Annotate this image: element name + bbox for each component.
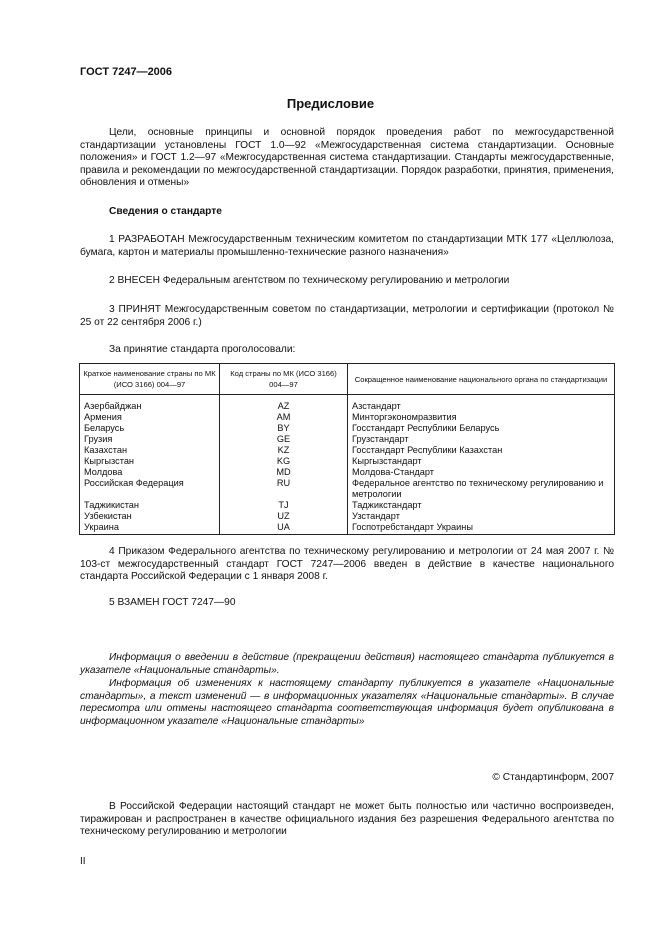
table-row — [80, 511, 615, 522]
page-title: Предисловие — [286, 96, 375, 111]
table-row — [80, 412, 615, 423]
table-row — [80, 467, 615, 478]
country-cell: Узбекистан — [80, 511, 220, 522]
country-cell: Беларусь — [80, 423, 220, 434]
standards-body-cell: Узстандарт — [348, 511, 615, 522]
standards-body-cell: Госстандарт Республики Беларусь — [348, 423, 615, 434]
code-cell: RU — [220, 478, 348, 500]
country-cell: Молдова — [80, 467, 220, 478]
country-cell: Азербайджан — [80, 395, 220, 413]
code-cell: KG — [220, 456, 348, 467]
code-cell: AM — [220, 412, 348, 423]
standards-body-cell: Кыргызстандарт — [348, 456, 615, 467]
standards-body-cell: Таджикстандарт — [348, 500, 615, 511]
page-number: II — [80, 856, 86, 867]
vote-intro: За принятие стандарта проголосовали: — [109, 344, 296, 355]
country-cell: Украина — [80, 522, 220, 535]
table-row — [80, 500, 615, 511]
code-cell: KZ — [220, 445, 348, 456]
item-5-paragraph: 5 ВЗАМЕН ГОСТ 7247—90 — [109, 597, 236, 608]
table-header-row — [80, 364, 615, 395]
table-body — [80, 395, 615, 535]
table-row — [80, 395, 615, 413]
item-2-paragraph: 2 ВНЕСЕН Федеральным агентством по техническому регулированию и метрологии — [109, 275, 510, 286]
table-row — [80, 522, 615, 535]
country-cell: Армения — [80, 412, 220, 423]
code-cell: MD — [220, 467, 348, 478]
country-cell: Кыргызстан — [80, 456, 220, 467]
code-cell: UZ — [220, 511, 348, 522]
section-heading: Сведения о стандарте — [109, 206, 222, 217]
copyright-line: © Стандартинформ, 2007 — [492, 772, 614, 783]
country-cell: Российская Федерация — [80, 478, 220, 500]
document-header: ГОСТ 7247—2006 — [80, 66, 173, 78]
code-cell: AZ — [220, 395, 348, 413]
item-1-paragraph: 1 РАЗРАБОТАН Межгосударственным техническим комитетом по стандартизации МТК 177 «Целлюлоза, бумага, картон и материалы промышленно-технические разного назначения» — [80, 234, 614, 258]
table-row — [80, 423, 615, 434]
standards-body-cell: Госпотребстандарт Украины — [348, 522, 615, 535]
item-3-paragraph: 3 ПРИНЯТ Межгосударственным советом по стандартизации, метрологии и сертификации (протокол № 25 от 22 сентября 2006 г.) — [80, 304, 614, 328]
standards-body-cell: Федеральное агентство по техническому регулированию и метрологии — [348, 478, 615, 500]
info-paragraph-1: Информация о введении в действие (прекращении действия) настоящего стандарта публикуется в указателе «Национальные стандарты». — [80, 652, 614, 676]
intro-paragraph: Цели, основные принципы и основной порядок проведения работ по межгосударственной стандартизации установлены ГОСТ 1.0—92 «Межгосударственная система стандартизации. Основные положения» и ГОСТ 1.2—97 «Межгосударственная система стандартизации. Стандарты межгосударственные, правила и рекомендации по межгосударственной стандартизации. Порядок разработки, принятия, применения, обновления и отмены» — [80, 127, 614, 189]
table-row — [80, 434, 615, 445]
country-cell: Грузия — [80, 434, 220, 445]
code-cell: UA — [220, 522, 348, 535]
table-row — [80, 445, 615, 456]
code-cell: GE — [220, 434, 348, 445]
table-row — [80, 456, 615, 467]
table-row — [80, 478, 615, 500]
column-header-body: Сокращенное наименование национального органа по стандартизации — [348, 364, 615, 395]
code-cell: TJ — [220, 500, 348, 511]
code-cell: BY — [220, 423, 348, 434]
standards-body-cell: Госстандарт Республики Казахстан — [348, 445, 615, 456]
info-paragraph-2: Информация об изменениях к настоящему стандарту публикуется в указателе «Национальные стандарты», а текст изменений — в информационных указателях «Национальные стандарты». В случае пересмотра или отмены настоящего стандарта соответствующая информация будет опубликована в информационном указателе «Национальные стандарты» — [80, 678, 614, 727]
standards-body-cell: Минторгэкономразвития — [348, 412, 615, 423]
voting-table — [79, 363, 615, 535]
standards-body-cell: Молдова-Стандарт — [348, 467, 615, 478]
reproduction-notice: В Российской Федерации настоящий стандарт не может быть полностью или частично воспроизведен, тиражирован и распространен в качестве официального издания без разрешения Федерального агентства по техническому регулированию и метрологии — [80, 801, 614, 838]
standards-body-cell: Грузстандарт — [348, 434, 615, 445]
column-header-code: Код страны по МК (ИСО 3166) 004—97 — [220, 364, 348, 395]
item-4-paragraph: 4 Приказом Федерального агентства по техническому регулированию и метрологии от 24 мая 2007 г. № 103-ст межгосударственный стандарт ГОСТ 7247—2006 введен в действие в качестве национального стандарта Российской Федерации с 1 января 2008 г. — [80, 546, 614, 583]
country-cell: Таджикистан — [80, 500, 220, 511]
country-cell: Казахстан — [80, 445, 220, 456]
column-header-country: Краткое наименование страны по МК (ИСО 3166) 004—97 — [80, 364, 220, 395]
standards-body-cell: Азстандарт — [348, 395, 615, 413]
